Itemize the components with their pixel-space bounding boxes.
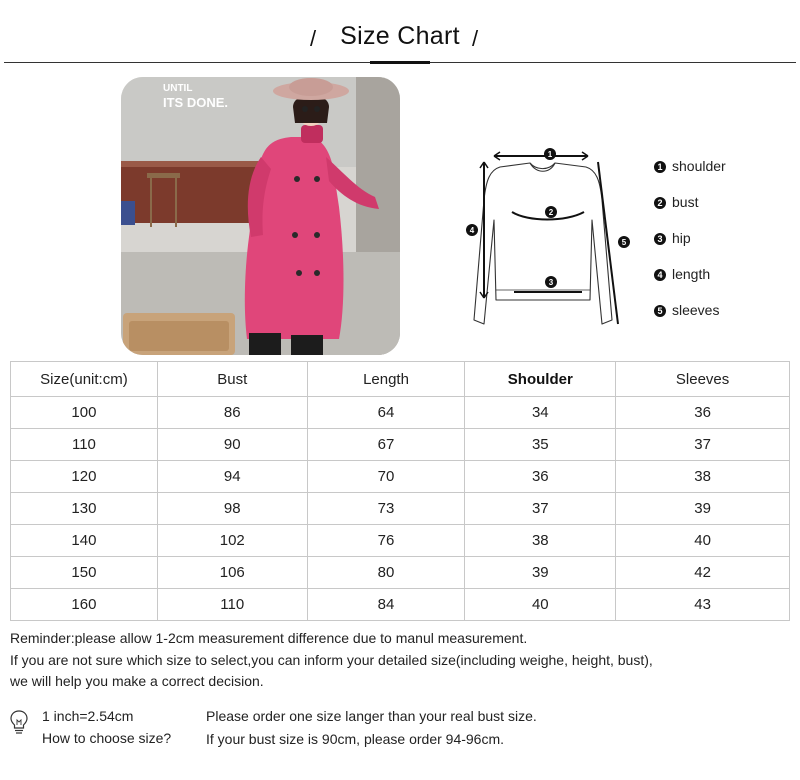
- table-cell: 37: [616, 429, 790, 461]
- photo-caption-line2: ITS DONE.: [163, 95, 229, 110]
- table-cell: 39: [616, 493, 790, 525]
- table-cell: 130: [11, 493, 158, 525]
- column-header-size: Size(unit:cm): [11, 362, 158, 397]
- table-header-row: [11, 362, 790, 397]
- measurement-diagram: [458, 140, 648, 340]
- table-cell: 80: [307, 557, 465, 589]
- column-header-bust: Bust: [157, 362, 307, 397]
- legend-number: 5: [654, 305, 666, 317]
- header-divider-accent: [370, 61, 430, 64]
- table-cell: 42: [616, 557, 790, 589]
- order-advice: Please order one size langer than your real bust size.: [206, 708, 537, 724]
- page-header: [0, 22, 800, 58]
- legend-item-sleeves: [654, 302, 726, 338]
- legend-number: 3: [654, 233, 666, 245]
- legend-item-length: [654, 266, 726, 302]
- table-cell: 39: [465, 557, 616, 589]
- table-cell: 106: [157, 557, 307, 589]
- legend-item-shoulder: [654, 158, 726, 194]
- table-cell: 64: [307, 397, 465, 429]
- title-slash-right: /: [472, 26, 479, 51]
- table-row: [11, 493, 790, 525]
- measurement-legend: [654, 158, 726, 338]
- table-cell: 37: [465, 493, 616, 525]
- svg-text:5: 5: [621, 238, 627, 247]
- table-cell: 35: [465, 429, 616, 461]
- legend-item-bust: [654, 194, 726, 230]
- table-cell: 100: [11, 397, 158, 429]
- marker-4: [466, 224, 478, 236]
- table-cell: 40: [616, 525, 790, 557]
- column-header-shoulder: Shoulder: [465, 362, 616, 397]
- table-cell: 160: [11, 589, 158, 621]
- table-cell: 140: [11, 525, 158, 557]
- svg-text:4: 4: [469, 226, 475, 235]
- table-row: [11, 461, 790, 493]
- legend-number: 2: [654, 197, 666, 209]
- lightbulb-icon: [10, 710, 28, 736]
- legend-number: 4: [654, 269, 666, 281]
- legend-number: 1: [654, 161, 666, 173]
- svg-text:2: 2: [548, 208, 554, 217]
- table-cell: 110: [157, 589, 307, 621]
- marker-5: [618, 236, 630, 248]
- how-to-choose-label: How to choose size?: [42, 730, 172, 746]
- legend-label: bust: [672, 194, 699, 210]
- photo-caption-line1: UNTIL: [163, 83, 193, 94]
- table-row: [11, 429, 790, 461]
- column-header-sleeves: Sleeves: [616, 362, 790, 397]
- table-cell: 98: [157, 493, 307, 525]
- marker-3: [545, 276, 557, 288]
- table-cell: 86: [157, 397, 307, 429]
- marker-1: [544, 148, 556, 160]
- table-cell: 36: [465, 461, 616, 493]
- table-cell: 76: [307, 525, 465, 557]
- svg-text:1: 1: [547, 150, 553, 159]
- table-cell: 110: [11, 429, 158, 461]
- legend-item-hip: [654, 230, 726, 266]
- table-row: [11, 525, 790, 557]
- size-table: [10, 361, 790, 621]
- table-row: [11, 397, 790, 429]
- svg-text:3: 3: [548, 278, 554, 287]
- reminder-line: If you are not sure which size to select,you can inform your detailed size(including weighe, height, bust),: [10, 651, 653, 668]
- reminder-line: we will help you make a correct decision.: [10, 673, 264, 689]
- table-cell: 38: [465, 525, 616, 557]
- reminder-notes: [10, 628, 653, 693]
- legend-label: shoulder: [672, 158, 726, 174]
- table-cell: 90: [157, 429, 307, 461]
- table-row: [11, 557, 790, 589]
- table-cell: 94: [157, 461, 307, 493]
- table-cell: 40: [465, 589, 616, 621]
- order-example: If your bust size is 90cm, please order 94-96cm.: [206, 731, 505, 747]
- table-row: [11, 589, 790, 621]
- column-header-length: Length: [307, 362, 465, 397]
- page-title: Size Chart: [340, 22, 460, 50]
- reminder-line: Reminder:please allow 1-2cm measurement difference due to manul measurement.: [10, 630, 528, 646]
- table-cell: 84: [307, 589, 465, 621]
- table-cell: 102: [157, 525, 307, 557]
- table-cell: 73: [307, 493, 465, 525]
- inch-conversion: 1 inch=2.54cm: [42, 708, 134, 724]
- title-slash-left: /: [310, 26, 317, 51]
- legend-label: hip: [672, 230, 691, 246]
- table-cell: 150: [11, 557, 158, 589]
- table-cell: 43: [616, 589, 790, 621]
- marker-2: [545, 206, 557, 218]
- table-cell: 36: [616, 397, 790, 429]
- table-cell: 120: [11, 461, 158, 493]
- table-cell: 34: [465, 397, 616, 429]
- table-cell: 67: [307, 429, 465, 461]
- legend-label: length: [672, 266, 711, 282]
- product-photo: [121, 77, 400, 355]
- table-cell: 70: [307, 461, 465, 493]
- legend-label: sleeves: [672, 302, 720, 318]
- table-cell: 38: [616, 461, 790, 493]
- size-tips: [10, 706, 790, 756]
